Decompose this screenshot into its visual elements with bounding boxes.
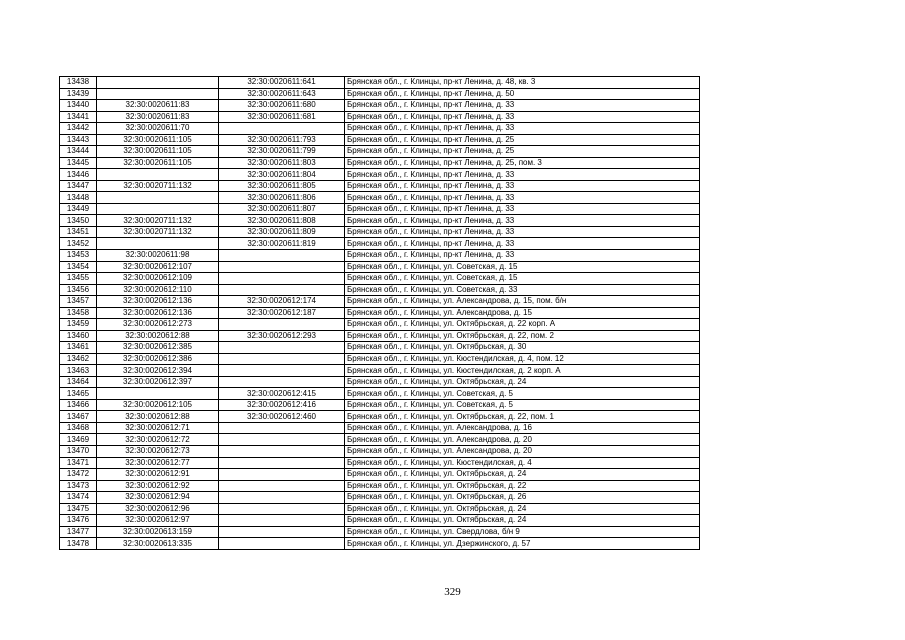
table-row [60, 215, 700, 227]
object-cadastral-number-cell: 32:30:0020611:641 [219, 77, 345, 89]
row-number-cell: 13445 [60, 157, 97, 169]
land-cadastral-number-cell: 32:30:0020612:136 [97, 307, 219, 319]
address-cell: Брянская обл., г. Клинцы, ул. Октябрьская, д. 22 [345, 480, 700, 492]
object-cadastral-number-cell: 32:30:0020611:681 [219, 111, 345, 123]
object-cadastral-number-cell [219, 261, 345, 273]
address-cell: Брянская обл., г. Клинцы, ул. Октябрьская, д. 24 [345, 376, 700, 388]
row-number-cell: 13473 [60, 480, 97, 492]
table-row [60, 157, 700, 169]
table-row [60, 307, 700, 319]
land-cadastral-number-cell [97, 238, 219, 250]
address-cell: Брянская обл., г. Клинцы, ул. Октябрьская, д. 24 [345, 503, 700, 515]
object-cadastral-number-cell: 32:30:0020611:804 [219, 169, 345, 181]
land-cadastral-number-cell [97, 88, 219, 100]
address-cell: Брянская обл., г. Клинцы, ул. Октябрьская, д. 26 [345, 492, 700, 504]
land-cadastral-number-cell [97, 192, 219, 204]
row-number-cell: 13465 [60, 388, 97, 400]
object-cadastral-number-cell: 32:30:0020612:187 [219, 307, 345, 319]
address-cell: Брянская обл., г. Клинцы, ул. Октябрьская, д. 24 [345, 469, 700, 481]
land-cadastral-number-cell: 32:30:0020612:88 [97, 330, 219, 342]
table-row [60, 88, 700, 100]
object-cadastral-number-cell: 32:30:0020611:799 [219, 146, 345, 158]
table-row [60, 492, 700, 504]
land-cadastral-number-cell: 32:30:0020612:97 [97, 515, 219, 527]
registry-table-body [60, 77, 700, 550]
land-cadastral-number-cell [97, 77, 219, 89]
address-cell: Брянская обл., г. Клинцы, ул. Советская, д. 5 [345, 388, 700, 400]
row-number-cell: 13439 [60, 88, 97, 100]
table-row [60, 353, 700, 365]
land-cadastral-number-cell: 32:30:0020612:105 [97, 399, 219, 411]
object-cadastral-number-cell [219, 342, 345, 354]
object-cadastral-number-cell [219, 515, 345, 527]
address-cell: Брянская обл., г. Клинцы, ул. Октябрьская, д. 24 [345, 515, 700, 527]
object-cadastral-number-cell [219, 492, 345, 504]
address-cell: Брянская обл., г. Клинцы, ул. Советская, д. 33 [345, 284, 700, 296]
land-cadastral-number-cell: 32:30:0020611:98 [97, 249, 219, 261]
row-number-cell: 13454 [60, 261, 97, 273]
land-cadastral-number-cell: 32:30:0020612:92 [97, 480, 219, 492]
object-cadastral-number-cell [219, 273, 345, 285]
land-cadastral-number-cell: 32:30:0020612:136 [97, 296, 219, 308]
row-number-cell: 13459 [60, 319, 97, 331]
row-number-cell: 13470 [60, 446, 97, 458]
address-cell: Брянская обл., г. Клинцы, ул. Советская, д. 15 [345, 261, 700, 273]
row-number-cell: 13471 [60, 457, 97, 469]
table-row [60, 399, 700, 411]
land-cadastral-number-cell: 32:30:0020612:386 [97, 353, 219, 365]
table-row [60, 226, 700, 238]
address-cell: Брянская обл., г. Клинцы, ул. Октябрьская, д. 22, пом. 2 [345, 330, 700, 342]
row-number-cell: 13453 [60, 249, 97, 261]
table-row [60, 123, 700, 135]
address-cell: Брянская обл., г. Клинцы, пр-кт Ленина, д. 33 [345, 169, 700, 181]
row-number-cell: 13478 [60, 538, 97, 550]
address-cell: Брянская обл., г. Клинцы, пр-кт Ленина, д. 33 [345, 226, 700, 238]
row-number-cell: 13455 [60, 273, 97, 285]
table-row [60, 273, 700, 285]
object-cadastral-number-cell: 32:30:0020611:793 [219, 134, 345, 146]
table-row [60, 446, 700, 458]
address-cell: Брянская обл., г. Клинцы, ул. Александрова, д. 15, пом. б/н [345, 296, 700, 308]
land-cadastral-number-cell: 32:30:0020611:70 [97, 123, 219, 135]
table-row [60, 319, 700, 331]
table-row [60, 100, 700, 112]
address-cell: Брянская обл., г. Клинцы, пр-кт Ленина, д. 25 [345, 146, 700, 158]
object-cadastral-number-cell: 32:30:0020611:809 [219, 226, 345, 238]
row-number-cell: 13462 [60, 353, 97, 365]
row-number-cell: 13468 [60, 422, 97, 434]
object-cadastral-number-cell [219, 376, 345, 388]
row-number-cell: 13472 [60, 469, 97, 481]
row-number-cell: 13447 [60, 180, 97, 192]
land-cadastral-number-cell: 32:30:0020612:88 [97, 411, 219, 423]
address-cell: Брянская обл., г. Клинцы, ул. Александрова, д. 16 [345, 422, 700, 434]
land-cadastral-number-cell: 32:30:0020612:110 [97, 284, 219, 296]
object-cadastral-number-cell: 32:30:0020611:805 [219, 180, 345, 192]
address-cell: Брянская обл., г. Клинцы, ул. Свердлова, б/н 9 [345, 526, 700, 538]
object-cadastral-number-cell [219, 538, 345, 550]
object-cadastral-number-cell [219, 365, 345, 377]
table-row [60, 77, 700, 89]
table-row [60, 376, 700, 388]
land-cadastral-number-cell: 32:30:0020612:96 [97, 503, 219, 515]
row-number-cell: 13463 [60, 365, 97, 377]
table-row [60, 192, 700, 204]
row-number-cell: 13443 [60, 134, 97, 146]
table-row [60, 180, 700, 192]
table-row [60, 422, 700, 434]
row-number-cell: 13451 [60, 226, 97, 238]
land-cadastral-number-cell: 32:30:0020611:105 [97, 134, 219, 146]
land-cadastral-number-cell: 32:30:0020611:105 [97, 157, 219, 169]
row-number-cell: 13452 [60, 238, 97, 250]
row-number-cell: 13440 [60, 100, 97, 112]
address-cell: Брянская обл., г. Клинцы, ул. Советская, д. 15 [345, 273, 700, 285]
table-row [60, 169, 700, 181]
table-row [60, 284, 700, 296]
row-number-cell: 13469 [60, 434, 97, 446]
row-number-cell: 13438 [60, 77, 97, 89]
land-cadastral-number-cell: 32:30:0020611:105 [97, 146, 219, 158]
row-number-cell: 13441 [60, 111, 97, 123]
address-cell: Брянская обл., г. Клинцы, пр-кт Ленина, д. 33 [345, 203, 700, 215]
address-cell: Брянская обл., г. Клинцы, ул. Александрова, д. 20 [345, 446, 700, 458]
row-number-cell: 13477 [60, 526, 97, 538]
object-cadastral-number-cell [219, 249, 345, 261]
address-cell: Брянская обл., г. Клинцы, ул. Александрова, д. 15 [345, 307, 700, 319]
object-cadastral-number-cell: 32:30:0020612:460 [219, 411, 345, 423]
object-cadastral-number-cell [219, 422, 345, 434]
address-cell: Брянская обл., г. Клинцы, ул. Октябрьская, д. 22 корп. А [345, 319, 700, 331]
object-cadastral-number-cell: 32:30:0020611:806 [219, 192, 345, 204]
land-cadastral-number-cell: 32:30:0020613:335 [97, 538, 219, 550]
row-number-cell: 13448 [60, 192, 97, 204]
land-cadastral-number-cell: 32:30:0020612:71 [97, 422, 219, 434]
table-row [60, 296, 700, 308]
address-cell: Брянская обл., г. Клинцы, пр-кт Ленина, д. 25 [345, 134, 700, 146]
land-cadastral-number-cell: 32:30:0020612:109 [97, 273, 219, 285]
row-number-cell: 13450 [60, 215, 97, 227]
address-cell: Брянская обл., г. Клинцы, пр-кт Ленина, д. 50 [345, 88, 700, 100]
object-cadastral-number-cell [219, 469, 345, 481]
address-cell: Брянская обл., г. Клинцы, ул. Кюстендилская, д. 2 корп. А [345, 365, 700, 377]
object-cadastral-number-cell [219, 457, 345, 469]
object-cadastral-number-cell: 32:30:0020612:293 [219, 330, 345, 342]
table-row [60, 261, 700, 273]
object-cadastral-number-cell: 32:30:0020611:819 [219, 238, 345, 250]
address-cell: Брянская обл., г. Клинцы, пр-кт Ленина, д. 33 [345, 215, 700, 227]
table-row [60, 538, 700, 550]
object-cadastral-number-cell: 32:30:0020612:416 [219, 399, 345, 411]
table-row [60, 457, 700, 469]
land-cadastral-number-cell: 32:30:0020711:132 [97, 226, 219, 238]
row-number-cell: 13475 [60, 503, 97, 515]
address-cell: Брянская обл., г. Клинцы, пр-кт Ленина, д. 48, кв. 3 [345, 77, 700, 89]
land-cadastral-number-cell: 32:30:0020611:83 [97, 111, 219, 123]
land-cadastral-number-cell: 32:30:0020612:91 [97, 469, 219, 481]
table-row [60, 411, 700, 423]
row-number-cell: 13456 [60, 284, 97, 296]
table-row [60, 134, 700, 146]
row-number-cell: 13467 [60, 411, 97, 423]
land-cadastral-number-cell: 32:30:0020612:385 [97, 342, 219, 354]
row-number-cell: 13446 [60, 169, 97, 181]
table-row [60, 480, 700, 492]
land-cadastral-number-cell [97, 203, 219, 215]
row-number-cell: 13442 [60, 123, 97, 135]
table-row [60, 342, 700, 354]
object-cadastral-number-cell: 32:30:0020612:174 [219, 296, 345, 308]
object-cadastral-number-cell [219, 480, 345, 492]
address-cell: Брянская обл., г. Клинцы, пр-кт Ленина, д. 33 [345, 123, 700, 135]
address-cell: Брянская обл., г. Клинцы, ул. Октябрьская, д. 22, пом. 1 [345, 411, 700, 423]
land-cadastral-number-cell: 32:30:0020711:132 [97, 180, 219, 192]
table-row [60, 330, 700, 342]
address-cell: Брянская обл., г. Клинцы, ул. Кюстендилская, д. 4 [345, 457, 700, 469]
object-cadastral-number-cell [219, 319, 345, 331]
land-cadastral-number-cell: 32:30:0020612:77 [97, 457, 219, 469]
table-row [60, 238, 700, 250]
land-cadastral-number-cell: 32:30:0020612:94 [97, 492, 219, 504]
address-cell: Брянская обл., г. Клинцы, пр-кт Ленина, д. 25, пом. 3 [345, 157, 700, 169]
address-cell: Брянская обл., г. Клинцы, ул. Александрова, д. 20 [345, 434, 700, 446]
row-number-cell: 13444 [60, 146, 97, 158]
address-cell: Брянская обл., г. Клинцы, пр-кт Ленина, д. 33 [345, 180, 700, 192]
object-cadastral-number-cell [219, 446, 345, 458]
table-row [60, 388, 700, 400]
row-number-cell: 13457 [60, 296, 97, 308]
table-row [60, 365, 700, 377]
land-cadastral-number-cell: 32:30:0020711:132 [97, 215, 219, 227]
table-row [60, 434, 700, 446]
row-number-cell: 13476 [60, 515, 97, 527]
object-cadastral-number-cell: 32:30:0020611:807 [219, 203, 345, 215]
address-cell: Брянская обл., г. Клинцы, пр-кт Ленина, д. 33 [345, 100, 700, 112]
row-number-cell: 13474 [60, 492, 97, 504]
row-number-cell: 13460 [60, 330, 97, 342]
address-cell: Брянская обл., г. Клинцы, ул. Советская, д. 5 [345, 399, 700, 411]
row-number-cell: 13464 [60, 376, 97, 388]
address-cell: Брянская обл., г. Клинцы, пр-кт Ленина, д. 33 [345, 238, 700, 250]
land-cadastral-number-cell: 32:30:0020612:72 [97, 434, 219, 446]
land-cadastral-number-cell [97, 388, 219, 400]
object-cadastral-number-cell: 32:30:0020611:680 [219, 100, 345, 112]
object-cadastral-number-cell [219, 503, 345, 515]
address-cell: Брянская обл., г. Клинцы, ул. Октябрьская, д. 30 [345, 342, 700, 354]
object-cadastral-number-cell [219, 353, 345, 365]
object-cadastral-number-cell [219, 434, 345, 446]
address-cell: Брянская обл., г. Клинцы, пр-кт Ленина, д. 33 [345, 192, 700, 204]
table-row [60, 249, 700, 261]
page-number: 329 [444, 586, 461, 598]
object-cadastral-number-cell [219, 284, 345, 296]
land-cadastral-number-cell: 32:30:0020612:273 [97, 319, 219, 331]
row-number-cell: 13461 [60, 342, 97, 354]
land-cadastral-number-cell: 32:30:0020611:83 [97, 100, 219, 112]
object-cadastral-number-cell [219, 123, 345, 135]
land-cadastral-number-cell: 32:30:0020612:397 [97, 376, 219, 388]
land-cadastral-number-cell: 32:30:0020612:107 [97, 261, 219, 273]
table-row [60, 503, 700, 515]
object-cadastral-number-cell [219, 526, 345, 538]
table-row [60, 111, 700, 123]
land-cadastral-number-cell: 32:30:0020612:394 [97, 365, 219, 377]
table-row [60, 203, 700, 215]
row-number-cell: 13449 [60, 203, 97, 215]
address-cell: Брянская обл., г. Клинцы, ул. Дзержинского, д. 57 [345, 538, 700, 550]
address-cell: Брянская обл., г. Клинцы, ул. Кюстендилская, д. 4, пом. 12 [345, 353, 700, 365]
object-cadastral-number-cell: 32:30:0020611:808 [219, 215, 345, 227]
land-cadastral-number-cell [97, 169, 219, 181]
property-registry-table [59, 76, 700, 550]
object-cadastral-number-cell: 32:30:0020611:803 [219, 157, 345, 169]
land-cadastral-number-cell: 32:30:0020612:73 [97, 446, 219, 458]
table-row [60, 515, 700, 527]
land-cadastral-number-cell: 32:30:0020613:159 [97, 526, 219, 538]
table-row [60, 146, 700, 158]
table-row [60, 469, 700, 481]
address-cell: Брянская обл., г. Клинцы, пр-кт Ленина, д. 33 [345, 111, 700, 123]
row-number-cell: 13458 [60, 307, 97, 319]
row-number-cell: 13466 [60, 399, 97, 411]
address-cell: Брянская обл., г. Клинцы, пр-кт Ленина, д. 33 [345, 249, 700, 261]
object-cadastral-number-cell: 32:30:0020612:415 [219, 388, 345, 400]
table-row [60, 526, 700, 538]
object-cadastral-number-cell: 32:30:0020611:643 [219, 88, 345, 100]
